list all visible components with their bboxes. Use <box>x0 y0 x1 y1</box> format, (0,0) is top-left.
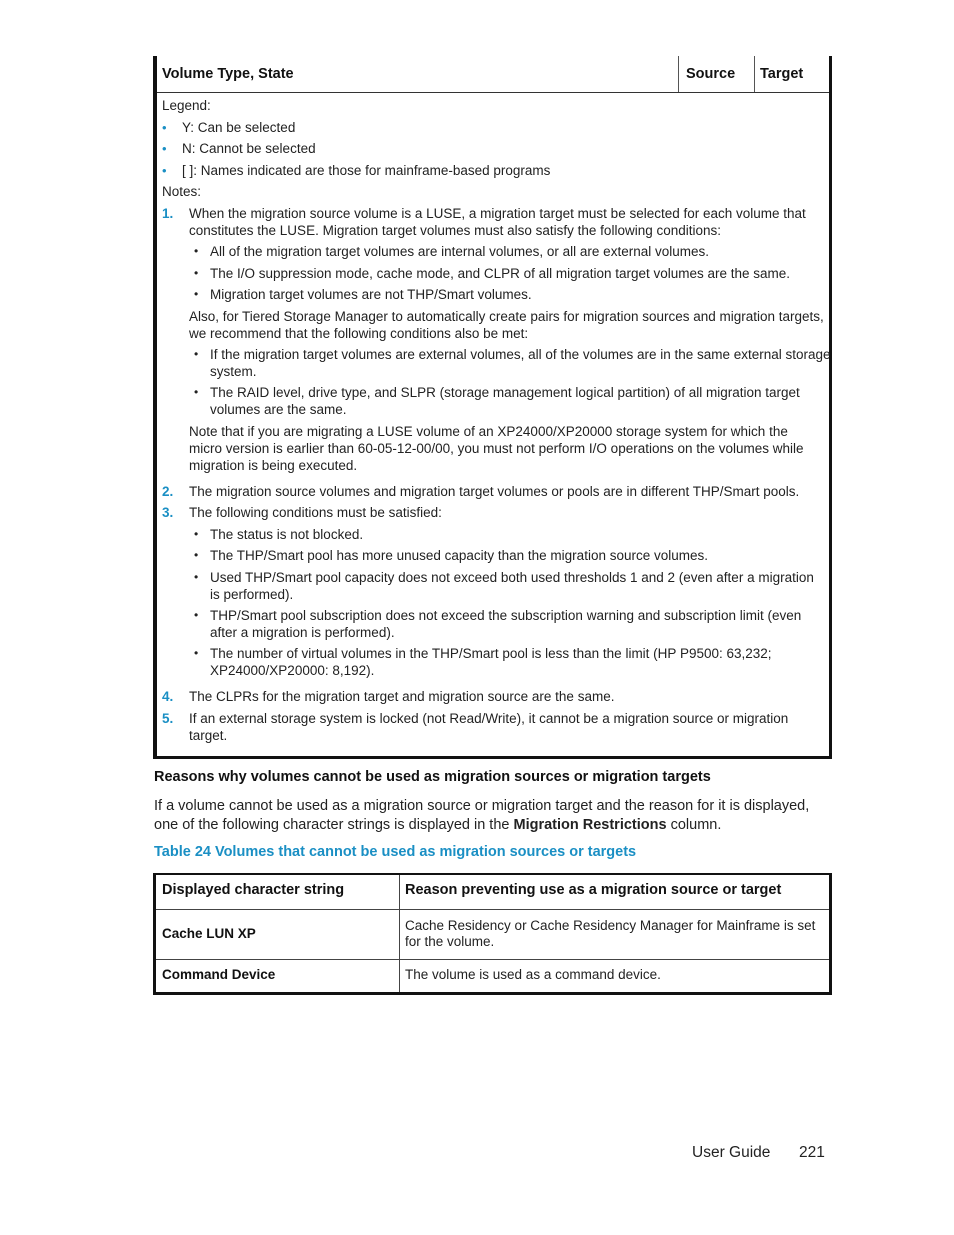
notes-label: Notes: <box>162 184 202 199</box>
bullet-icon: • <box>162 120 167 135</box>
legend-label: Legend: <box>162 98 211 113</box>
bullet-icon: • <box>194 570 199 584</box>
bullet-icon: • <box>162 141 167 156</box>
header-source: Source <box>686 66 736 82</box>
value-line: for the volume. <box>405 934 495 949</box>
page-number: 221 <box>799 1144 825 1161</box>
column-divider <box>678 56 679 92</box>
header-displayed-string: Displayed character string <box>162 882 345 898</box>
table-caption: Table 24 Volumes that cannot be used as migration sources or targets <box>154 844 637 860</box>
volume-type-table: Volume Type, State Source Target Legend: • Y: Can be selected • N: Cannot be selected • [ ]: Names indicated are those for mainframe-based programs Notes: 1. When the migration source volume is a LUSE, a migration target must be selected for each volume that constitutes the LUSE. Migration target volumes must also satisfy the following conditions: • All of the migration target volumes are internal volumes, or all are external volumes. • The I/O suppression mode, cache mode, and CLPR of all migration target volumes are the same. • Migration target volumes are not THP/Smart volumes. Also, for Tiered Storage Manager to automatically create pairs for migration sources and migration targets, we recommend that the following conditions also be met: • If the migration target volumes are external volumes, all of the volumes are in the same external storage system. • The RAID level, drive type, and SLPR (storage management logical partition) of all migration target volumes are the same. Note that if you are migrating a LUSE volume of an XP24000/XP20000 storage system for which the micro version is earlier than 60-05-12-00/00, you must not perform I/O operations on the volumes while migration is being executed. 2. The migration source volumes and migration target volumes or pools are in different THP/Smart pools. 3. The following conditions must be satisfied: • The status is not blocked. • The THP/Smart pool has more unused capacity than the migration source volumes. • Used THP/Smart pool capacity does not exceed both used thresholds 1 and 2 (even after a migration is performed). • THP/Smart pool subscription does not exceed the subscription warning and subscription limit (even after a migration is performed). • The number of virtual volumes in the THP/Smart pool is less than the limit (HP P9500: 63,232; XP24000/XP20000: 8,192). 4. The CLPRs for the migration target and migration source are the same. 5. If an external storage system is locked (not Read/Write), it cannot be a migration source or migration target. <box>153 56 832 759</box>
footer-label: User Guide <box>692 1144 771 1161</box>
bullet-icon: • <box>194 385 199 399</box>
row-value <box>405 918 823 950</box>
bullet-icon: • <box>194 548 199 562</box>
bullet-icon: • <box>194 527 199 541</box>
bullet-icon: • <box>162 163 167 178</box>
table-header-row <box>157 56 829 93</box>
migration-restrictions-term: Migration Restrictions <box>513 817 667 833</box>
value-line: The volume is used as a command device. <box>405 967 661 982</box>
row-divider <box>156 909 829 910</box>
bullet-icon: • <box>194 266 199 280</box>
restrictions-table <box>153 873 832 995</box>
bullet-icon: • <box>194 244 199 258</box>
section-paragraph <box>154 797 834 835</box>
paragraph-line: If a volume cannot be used as a migration source or migration target and the reason for it is displayed, <box>154 798 810 814</box>
bullet-icon: • <box>194 347 199 361</box>
column-divider <box>399 875 400 992</box>
bullet-icon: • <box>194 287 199 301</box>
paragraph-line: one of the following character strings is displayed in the Migration Restrictions column. <box>154 817 722 833</box>
row-value <box>405 967 823 983</box>
section-heading: Reasons why volumes cannot be used as migration sources or migration targets <box>154 769 711 785</box>
row-key: Command Device <box>162 967 276 982</box>
header-target: Target <box>760 66 804 82</box>
value-line: Cache Residency or Cache Residency Manager for Mainframe is set <box>405 918 816 933</box>
bullet-icon: • <box>194 608 199 622</box>
row-divider <box>156 959 829 960</box>
header-reason: Reason preventing use as a migration source or target <box>405 882 782 898</box>
bullet-icon: • <box>194 646 199 660</box>
row-key: Cache LUN XP <box>162 926 256 941</box>
column-divider <box>754 56 755 92</box>
header-volume-type-state: Volume Type, State <box>162 66 294 82</box>
